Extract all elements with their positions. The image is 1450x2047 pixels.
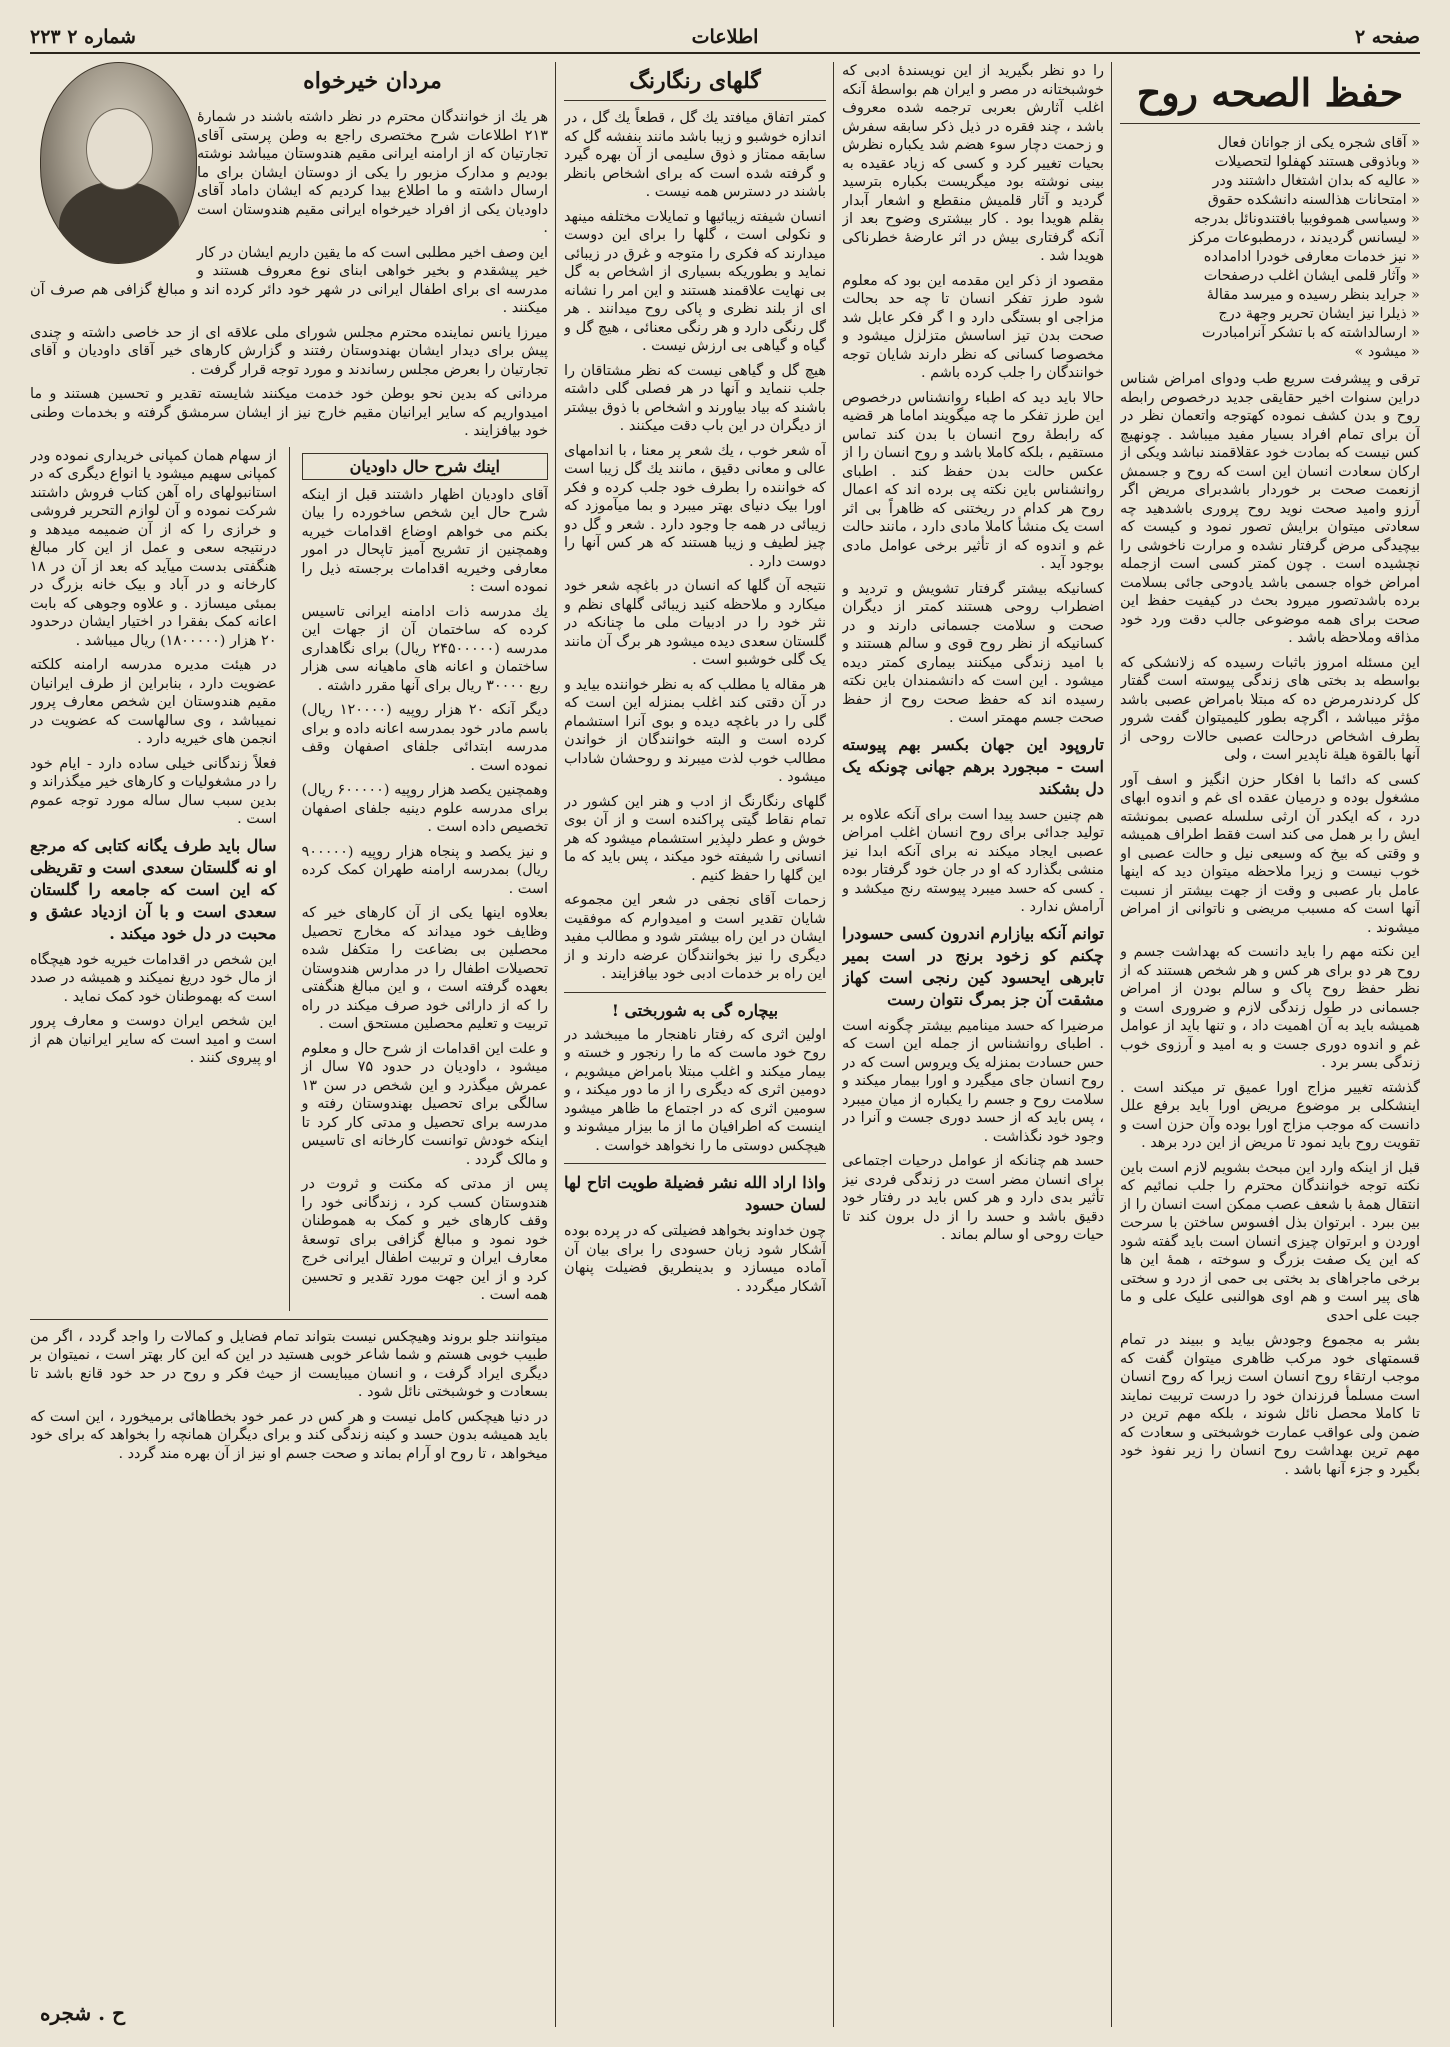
paragraph: حسد هم چنانکه از عوامل درحیات اجتماعی برای انسان مضر است در زندگی فردی نیز تأثیر بدی دارد و هر کس باید در رفتار خود دقیق باشد و حسد را از دل برون کند تا حیات روحی او سالم بماند . bbox=[842, 1153, 1104, 1243]
portrait-body bbox=[59, 181, 179, 264]
paragraph: یك مدرسه ذات ادامنه ایرانی تاسیس کرده که ساختمان آن از جهات این مدرسه (۲۴۵۰۰۰۰۰ ریال) برای نگاهداری ساختمان و اعانه های ماهیانه سی هزار ربع ۳۰۰۰۰ ریال برای آنها مقرر داشته . bbox=[301, 603, 548, 694]
paragraph: از سهام همان کمپانی خریداری نموده ودر کمپانی سهیم میشود یا انواع دیگری که در استانبولهای راه آهن کتاب فروش داشتند شرکت نموده و آن لوازم التحریر فروشی و خرازی را که از آن ضمیمه میدهد و درنتیجه سعی و عمل از این کار مبالغ هنگفتی بدست میآید که بعد از آن در ۱۸ کارخانه و در آباد و بیک خانه بزرگ در بمبئی میسازد . و علاوه وجوهی که بابت اعانه کمک بفقرا در اختیار ایشان درحدود ۲۰ هزار (۱۸۰۰۰۰۰) ریال میباشد . bbox=[30, 447, 277, 649]
paragraph: وهمچنین یکصد هزار روپیه (۶۰۰۰۰۰ ریال) برای مدرسه علوم دینیه جلفای اصفهان تخصیص داده است . bbox=[301, 782, 548, 835]
paragraph: هم چنین حسد پیدا است برای آنکه علاوه بر تولید جدائی برای روح انسان اغلب امراض عصبی ایجاد میکند نه برای آنکه ابدا نیز منشی بگذارد که او در جان خود گرفتار بوده . کسی که حسد میبرد پیوسته رنج میکشد و آرامش ندارد . bbox=[842, 806, 1104, 915]
paragraph: آقای داودیان اظهار داشتند قبل از اینکه شرح حال این شخص ساخورده را بیان بکنم می خواهم اوضاع اقدامات خیریه وهمچنین از تشریح آمیز تاپحال در امور معارفی وخیریه اقدامات برجسته ذیل را نموده است : bbox=[301, 486, 548, 595]
issue-label: شماره ۲ ۲۲۳ bbox=[30, 26, 136, 48]
intro-line: « آقای شجره یکی از جوانان فعال bbox=[1217, 135, 1420, 151]
verse: توانم آنکه بیازارم اندرون کسی حسودرا چکنم کو زخود برنج در است بمیر تابرهی ایحسود کین رنجی است کهاز مشقت آن جز بمرگ نتوان رست bbox=[842, 923, 1104, 1009]
paragraph: کسانیکه بیشتر گرفتار تشویش و تردید و اضطراب روحی هستند کمتر از دیگران صحت و سلامت جسمانی دارند و در کسانیکه از نظر روح قوی و سالم هستند و با امید زندگی میکنند بیماری کمتر دیده میشود . این است که دانشمندان باین نکته رسیده اند که حفظ صحت روح از حفظ صحت جسم مهمتر است . bbox=[842, 580, 1104, 726]
paragraph: مقصود از ذکر این مقدمه این بود که معلوم شود طرز تفکر انسان تا چه حد بحالت مزاجی او بستگی دارد و ا گر فکر عابل شد صحت بدن تیز اساسش متزلزل میشود و مخصوصا کسانی که نظر دارند شایان توجه خوانندگان را جلب کرده باشم . bbox=[842, 272, 1104, 381]
page-header bbox=[30, 22, 1420, 54]
paragraph: مردانی که بدین نحو بوطن خود خدمت میکنند شایسته تقدیر و تحسین هستند و ما امیدواریم که سایر ایرانیان مقیم خارج نیز از ایشان سرمشق گرفته و بخدمات وطنی خود بیافزایند . bbox=[30, 386, 548, 439]
paragraph: پس از مدتی که مکنت و ثروت در هندوستان کسب کرد ، زندگانی خود را وقف کارهای خیر و کمک به هموطنان خود نمود و مبالغ گزافی برای توسعهٔ معارف ایران و تربیت اطفال ایرانی خرج کرد و از این جهت مورد تقدیر و تحسین همه است . bbox=[301, 1176, 548, 1303]
paragraph: دیگر آنکه ۲۰ هزار روپیه (۱۲۰۰۰۰ ریال) باسم مادر خود بمدرسه اعانه داده و برای مدرسه ابتدائی جلفای اصفهان وقف نموده است . bbox=[301, 702, 548, 774]
sub-column-left bbox=[30, 447, 277, 1311]
intro-line: « وسیاسی هموفوبیا بافتندونائل بدرجه bbox=[1193, 211, 1420, 227]
intro-bullets bbox=[1120, 134, 1420, 362]
section-divider bbox=[564, 992, 826, 993]
column-divider bbox=[555, 62, 556, 2027]
paragraph: این نکته مهم را باید دانست که بهداشت جسم و روح هر دو برای هر کس و هر شخص هستند که از نظر حفظ روح پاک و سالم بودن از امراض جسمانی در طول زندگی لازم و ضروری است و همیشه باید به آن اهمیت داد ، و تنها باید از عوامل غم و اندوه دوری جست و به امید و آرزوی خوب زندگی بسر برد . bbox=[1120, 944, 1420, 1071]
paragraph: این شخص ایران دوست و معارف پرور است و امید است که سایر ایرانیان هم از او پیروی کنند . bbox=[30, 1013, 277, 1066]
column-divider bbox=[833, 62, 834, 2027]
author-signature: ح . شجره bbox=[40, 2001, 125, 2025]
paragraph: گذشته تغییر مزاج اورا عمیق تر میکند است . اینشکلی بر موضوع مریض اورا باید برفع علل دانست که موجب مزاج اورا بوده وآن حزن است و تقویت روح باید نمود تا مریض از این درد برهد . bbox=[1120, 1079, 1420, 1151]
paragraph: و علت این اقدامات از شرح حال و معلوم میشود ، داودیان در حدود ۷۵ سال از عمرش میگذرد و این شخص در سن ۱۳ سالگی برای تحصیل بهندوستان رفته و مدرسه برای تحصیل و مدتی کار کرد تا اینکه خودش توانست کارخانه ای تاسیس و مالک گردد . bbox=[301, 1040, 548, 1168]
column-divider bbox=[1111, 62, 1112, 2027]
portrait-face bbox=[86, 108, 153, 190]
paragraph: انسان شیفته زیبائیها و تمایلات مختلفه مینهد و نکولی است ، گلها را برای این دوست میدارند که فکری را متوجه و غرق در زیبائی نماید و بطوریکه بسیاری از اشخاص به گل بی نهایت علاقمند هستند و این امر را نشانه ای از بلند نظری و پاکی روح میدانند . هر گل رنگی دارد و هر رنگی معنائی ، هیچ گل و گیاه و گیاهی بی ارزش نیست . bbox=[564, 208, 826, 354]
paragraph: آه شعر خوب ، یك شعر پر معنا ، با اندامهای عالی و معانی دقیق ، مانند یك گل زیبا است که خواننده را بطرف خود جلب کرده و فکر اورا بیک دنیای بهتر میبرد و بما میآموزد که زیبائی در همه جا وجود دارد . شعر و گل دو چیز لطیف و زیبا هستند که هر کس آنها را دوست دارد . bbox=[564, 442, 826, 570]
article-title-golha: گلهای رنگارنگ bbox=[564, 68, 826, 101]
intro-line: « میشود » bbox=[1354, 344, 1420, 360]
intro-line: « وآثار قلمی ایشان اغلب درصفحات bbox=[1203, 268, 1420, 284]
paper-name: اطلاعات bbox=[691, 26, 759, 48]
paragraph: قبل از اینکه وارد این مبحث بشویم لازم است باین نکته توجه خوانندگان محترم را جلب نمائیم که انتقال همهٔ با شعف عصب ممکن است انسان را از بین ببرد . ابرتوان بذل افسوس ساختن با سرحت اوردن و ابرتوان چیزی انسان است باید گفته شود که این یک صفت بزرگ و سوخته ، همهٔ این ها برخی ماجراهای بد بختی بی حمی از درد و سختی های پیر است و هم اوی هوالنبی علیک علی و ما جبت علی احدی bbox=[1120, 1159, 1420, 1324]
paragraph: چون خداوند بخواهد فضیلتی که در پرده بوده آشکار شود زبان حسودی را برای بیان آن آماده میسازد و بدینطریق فضیلت پنهان آشکار میگردد . bbox=[564, 1223, 826, 1295]
paragraph: در دنیا هیچکس کامل نیست و هر کس در عمر خود بخطاهائی برمیخورد ، این است که باید همیشه بدون حسد و کینه زندگی کند و برای دیگران همانچه را بخواهد که برای خود میخواهد ، تا روح او آرام بماند و صحت جسم او نیز از آن بهره مند گردد . bbox=[30, 1408, 548, 1462]
paragraph: بعلاوه اینها یکی از آن کارهای خیر که وظایف خود میداند که مخارج تحصیل محصلین بی بضاعت را متکفل شده تحصیلات اطفال را در مدارس هندوستان بعهده گرفته است ، و این مبالغ هنگفتی را که از دارائی خود صرف میکند در راه تربیت و تعلیم محصلین مستحق است . bbox=[301, 905, 548, 1032]
paragraph: هیچ گل و گیاهی نیست که نظر مشتاقان را جلب ننماید و آنها در هر فصلی گلی داشته باشند که بیاد بیاورند و اشخاص با ذوق بیشتر از دیگران در این باب دقت میکنند . bbox=[564, 362, 826, 434]
intro-line: « عالیه که بدان اشتغال داشتند ودر bbox=[1212, 173, 1420, 189]
paragraph: نتیجه آن گلها که انسان در باغچه شعر خود میکارد و ملاحظه کنید زیبائی گلهای نظم و نثر خود را در ادبیات ملی ما چنانکه در گلستان سعدی دیده میشود هر برگ آن مانند یک گلی خوشبو است . bbox=[564, 578, 826, 668]
portrait-photo bbox=[40, 62, 197, 264]
paragraph: در هیئت مدیره مدرسه ارامنه کلکته عضویت دارد ، بنابراین از طرف ایرانیان مقیم هندوستان این شخص معارف پرور نمیباشد ، وی سالهاست که عضویت در انجمن های خیریه دارد . bbox=[30, 657, 277, 747]
section-divider bbox=[564, 1163, 826, 1164]
arabic-quote: واذا اراد الله نشر فضیلة طویت اتاح لها لسان حسود bbox=[564, 1173, 826, 1214]
intro-line: « نیز خدمات معارفی خودرا ادامداده bbox=[1203, 249, 1420, 265]
paragraph: میتوانند جلو بروند وهیچکس نیست بتواند تمام فضایل و کمالات را واجد گردد ، اگر من طبیب خوبی هستم و شما شاعر خوبی هستید در این که این کار بهتر است ، نمیتوان بر دیگری ایراد گرفت ، و انسان میبایست از حیث فکر و روح در حد خود قانع باشد تا بسعادت و خوشبختی نائل شود . bbox=[30, 1328, 548, 1400]
paragraph: هر یك از خوانندگان محترم در نظر داشته باشند در شمارهٔ ۲۱۳ اطلاعات شرح مختصری راجع به وطن پرستی آقای تجارتیان که از ارامنه ایرانی مقیم هندوستان میباشد نوشته بودیم و مدارک مزبور را یکی از دوستان ایشان برای ما ارسال داشته و ما اطلاع بیدا کردیم که ایشان داماد آقای داودیان یکی از افراد خیرخواه ایرانی مقیم هندوستان است . bbox=[197, 109, 548, 236]
paragraph: و نیز یکصد و پنجاه هزار روپیه (۹۰۰۰۰۰ ریال) بمدرسه ارامنه طهران کمک کرده است . bbox=[301, 843, 548, 897]
intro-line: « وباذوقی هستند کهفلوا لتحصیلات bbox=[1214, 154, 1420, 170]
paragraph: این مسئله امروز باثبات رسیده که زلانشکی که بواسطه بد بختی های زندگی پیوسته است گفتار کل کردندرمرض ده که مبتلا بامراض عصبی باشد مؤثر میباشد ، اگرچه بطور کلیمیتوان گفت شرور بطرف اشخاص درحالت عصبی حالات روحی از آنها بالقوة هیلة ناپدیر است ، ولی bbox=[1120, 654, 1420, 763]
paragraph: فعلاً زندگانی خیلی ساده دارد - ایام خود را در مشغولیات و کارهای خیر میگذراند و بدین سبب سال ساله مورد توجه عموم است . bbox=[30, 755, 277, 827]
column-golha bbox=[564, 62, 826, 2027]
paragraph: را دو نظر بگیرید از این نویسندهٔ ادبی که خوشبختانه در مصر و ایران هم بواسطهٔ آنکه اغلب آثارش بعربی ترجمه شده معروف باشد ، چند فقره در ذیل ذکر سابقه سفرش و زحمت دچار سوء هضم شد یکباره نظرش بحیات تغییر کرد و کسی که زیاد عقیده به بینی نوشته بود میگریست بکباره بترسید گردید و آثار قلمیش منقطع و اشعار آبدار بقلم هویدا بود . کار بیشتری وضوح بعد از آنکه گرفتاری بیش در اثر عارضهٔ خطرناکی هویدا شد . bbox=[842, 63, 1104, 264]
paragraph: ترقی و پیشرفت سریع طب ودوای امراض شناس دراین سنوات اخیر حقایقی جدید درخصوص رابطه روح و بدن کشف نموده کهتوجه واتعمان نظر در آن برای تمام افراد بسیار مفید میباشد . چونهیچ کس نیست که بمادت خود عقلاقمند نباشد ویکی از ارکان سعادت انسان این است که روح و جسمش ازنعمت صحت بر خوردار باشدبرای مریض اگر آرزو وامید صحت نوید روح پروری باشدهید چه سعادتی میتوان برایش تصور نمود و کیست که بیچیدگی مرض گرفتار نشده و مرارت ناخوشی را نچشیده است . چون کمتر کسی است ازجمله امراض خواه جسمی باشد یادوحی جائی بسلامت برده باشدتصور میرود بحث در کیفیت حفظ این صحت برای همه موضوعی جالب دقت ورد خود مذاقه وملاحظه باشد . bbox=[1120, 371, 1420, 646]
highlight-paragraph: سال باید طرف یگانه کتابی که مرجع او نه گلستان سعدی است و تقریظی که این است که جامعه را گلستان سعدی است و با آن ازدیاد عشق و محبت در دل خود میکند . bbox=[30, 835, 277, 943]
intro-line: « لیسانس گردیدند ، درمطبوعات مرکز bbox=[1189, 230, 1420, 246]
sub-columns bbox=[30, 447, 548, 1311]
column-mardan bbox=[30, 62, 548, 2027]
paragraph: کسی که دائما با افکار حزن انگیز و اسف آور مشغول بوده و درمیان عقده ای غم و اندوه ابهای درد ، که ایکدر آن ارثی سلسله عصبی بمونشته ایش را بر همل می کند است فقط اطراف همیشه و وقتی که بیخ که وسیعی نیل و حالت عصبی او خوب نیست و زیرا ملاحظه میتوان دید که اینها عامل بار عصبی و وقت از جهت بیشتر از نسبت آنها است که مسبب مریضی و ناتوانی از امراض میشوند . bbox=[1120, 771, 1420, 936]
paragraph: بشر به مجموع وجودش بیاید و ببیند در تمام قسمتهای خود مرکب ظاهری میتوان گفت که موجب ارتقاء روح انسان است زیرا که روح انسان است مسلمأ فرزندان خود را درست تربیت نمایند تا کاملا محصل نائل شوند ، بلکه مهم ترین در ضمن ولی عواقب عمارت خوشبختی و سعادت که مهم ترین بهداشت روح انسان را زیر نفوذ خود بگیرد و جزء آنها باشد . bbox=[1120, 1332, 1420, 1478]
paragraph: میرزا یانس نماینده محترم مجلس شورای ملی علاقه ای از حد خاصی داشته و چندی پیش برای دیدار ایشان بهندوستان رفتند و گزارش کارهای خیر آقای داودیان و آقای تجارتیان را بعرض مجلس رساندند و مورد توجه قرار گرفت . bbox=[30, 324, 548, 378]
article-title-mardan: مردان خیرخواه bbox=[303, 68, 442, 94]
paragraph: مرضیرا که حسد مینامیم بیشتر چگونه است . اطبای روانشناس از جمله این است که حس حسادت بمنزله یک ویروس است که در روح انسان جای میگیرد و اورا بیمار میکند و سلامت روح و جسم را یکباره از میان میبرد ، پس باید که از حسد دوری جست و آنرا در وجود خود نگذاشت . bbox=[842, 1017, 1104, 1145]
column-divider bbox=[289, 447, 290, 1311]
paragraph: این شخص در اقدامات خیریه خود هیچگاه از مال خود دریغ نمیکند و همیشه در صدد است که بهموطنان خود کمک نماید . bbox=[30, 951, 277, 1005]
paragraph: این وصف اخیر مطلبی است که ما یقین داریم ایشان در کار خیر پیشقدم و بخیر خواهی ابنای نوع معروف هستند و مدرسه ای برای اطفال ایرانی در شهر خود دائر کرده اند و مبالغ گزافی هم صرف آن میکنند . bbox=[30, 244, 548, 316]
intro-line: « امتحانات هذالسنه دانشکده حقوق bbox=[1207, 192, 1420, 208]
box-title: بیچاره گی به شوربختی ! bbox=[611, 1000, 779, 1020]
article-title-hefz: حفظ الصحه روح bbox=[1120, 70, 1420, 124]
paragraph: کمتر اتفاق میافتد یك گل ، قطعاً یك گل ، در اندازه خوشبو و زیبا باشد مانند بنفشه گل که سابقه ممتاز و ذوق سلیمی از آن بهره گیرد و گرفته شده است که برای اشخاص بانظر باشند در دسترس همه نیست . bbox=[564, 110, 826, 200]
paragraph: گلهای رنگارنگ از ادب و هنر این کشور در تمام نقاط گیتی پراکنده است و از آن بوی خوش و عطر دلپذیر استشمام میشود که هر انسانی را شیفته خود میکند ، پس باید که ما این گلها را حفظ کنیم . bbox=[564, 793, 826, 884]
section-divider bbox=[30, 1319, 548, 1320]
page-label: صفحه ۲ bbox=[1354, 26, 1420, 48]
intro-line: « ذیلرا نیز ایشان تحریر وجهة درج bbox=[1218, 306, 1420, 322]
columns-grid bbox=[30, 62, 1420, 2027]
verse: تاروپود این جهان بکسر بهم پیوسته است - مبجورد برهم جهانی چونکه یک دل بشکند bbox=[842, 734, 1104, 798]
paragraph: هر مقاله یا مطلب که به نظر خواننده بیاید و در آن دقتی کند اغلب بمنزله این است که گلی را در باغچه دیده و بوی آنرا استشمام کرده است و البته خوانندگان از خواندن مطالب خوب لذت میبرند و روحشان شاداب میشود . bbox=[564, 676, 826, 785]
paragraph: اولین اثری که رفتار ناهنجار ما میبخشد در روح خود ماست که ما را رنجور و خسته و بیمار میکند و اغلب مبتلا بامراض میشویم ، دومین اثری که دیگری را از ما دور میکند ، و سومین اثری که در اجتماع ما ظاهر میشود اینست که اطرافیان ما از ما بیزار میشوند و هیچکس دوستی ما را نخواهد خواست . bbox=[564, 1026, 826, 1154]
intro-line: « ارسالداشته که با تشکر آنرامبادرت bbox=[1201, 325, 1420, 341]
box-title: اینك شرح حال داودیان bbox=[302, 453, 549, 480]
intro-line: « جراید بنظر رسیده و میرسد مقالهٔ bbox=[1206, 287, 1420, 303]
sub-column-right bbox=[302, 447, 549, 1311]
paragraph: زحمات آقای نجفی در شعر این مجموعه شایان تقدیر است و امیدوارم که موفقیت ایشان در این راه بیشتر شود و مطالب مفید دیگری را نیز بخوانندگان عرضه دارند و از این راه بر خدمات ادبی خود بیافزایند . bbox=[564, 892, 826, 982]
column-continued bbox=[842, 62, 1104, 2027]
column-hefz-alsehe bbox=[1120, 62, 1420, 2027]
paragraph: حالا باید دید که اطباء روانشناس درخصوص این طرز تفکر ما چه میگویند اماما هر قضیه که رابطهٔ روح انسان با بدن کند تماس مستقیم ، بلکه کاملا باشد و روح انسان را از عکس حالت بدن حفظ کند . اطبای روانشناس باین نکته پی برده اند که اعمال روح هر کدام در ریختنی که ظاهراً بی اثر است یک منشأ کاملا مادی دارد ، مانند حالت غم و اندوه که از تأثیر برخی عوامل مادی بوجود آید . bbox=[842, 389, 1104, 572]
